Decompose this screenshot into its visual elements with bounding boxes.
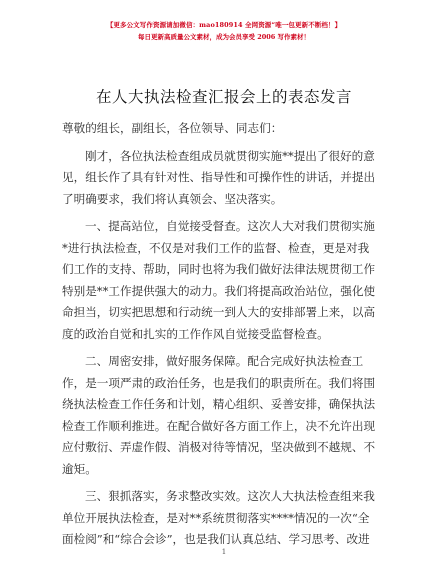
text-line: *进行执法检查，不仅是对我们工作的监督、检查，更是对我 (62, 240, 370, 255)
promo-banner (0, 20, 448, 41)
text-line: 面检阅”和“综合会诊”，也是我们认真总结、学习思考、改进 (62, 532, 370, 546)
text-line: 一、提高站位，自觉接受督查。这次人大对我们贯彻实施 (85, 219, 375, 233)
text-line: 命担当，切实把思想和行动统一到人大的安排部署上来，以高 (62, 305, 376, 319)
text-line: 二、周密安排，做好服务保障。配合完成好执法检查工 (85, 354, 364, 368)
text-line: 刚才，各位执法检查组成员就贯彻实施**提出了很好的意 (85, 148, 375, 163)
text-line: 见，组长作了具有针对性、指导性和可操作性的讲话，并提出 (62, 170, 376, 184)
paragraph-3 (62, 351, 394, 480)
text-line: 检查工作顺利推进。在配合做好各方面工作上，决不允许出现 (62, 418, 376, 433)
text-line: 作，是一项严肃的政治任务，也是我们的职责所在。我们将围 (62, 375, 376, 390)
text-line: 尊敬的组长，副组长，各位领导、同志们： (62, 121, 283, 135)
text-line: 应付敷衍、弄虚作假、消极对待等情况，坚决做到不越规、不 (62, 440, 376, 454)
document-body (62, 118, 394, 557)
document-title: 在人大执法检查汇报会上的表态发言 (95, 88, 352, 106)
text-line: 度的政治自觉和扎实的工作作风自觉接受监督检查。 (62, 326, 329, 341)
promo-banner-line-2: 每日更新高质量公文素材，成为会员享受 2006 写作素材！ (137, 33, 311, 41)
paragraph-2 (62, 216, 394, 345)
text-line: 逾矩。 (62, 461, 97, 476)
text-line: 了明确要求，我们将认真领会、坚决落实。 (62, 191, 283, 206)
text-line: 绕执法检查工作任务和计划，精心组织、妥善安排，确保执法 (62, 397, 376, 411)
text-line: 单位开展执法检查，是对**系统贯彻落实****情况的一次“全 (62, 510, 370, 525)
text-line: 们工作的支持、帮助，同时也将为我们做好法律法规贯彻工作 (62, 262, 376, 276)
promo-banner-line-1: 【更多公文写作资源请加微信：mao180914 全网资源“唯一包更新不断档！】 (106, 21, 342, 29)
salutation (62, 118, 394, 140)
paragraph-4 (62, 486, 394, 551)
text-line: 三、狠抓落实，务求整改实效。这次人大执法检查组来我 (85, 489, 375, 503)
text-line: 特别是**工作提供强大的动力。我们将提高政治站位，强化使 (62, 283, 376, 298)
page-number: 1 (221, 548, 227, 556)
paragraph-1 (62, 146, 394, 211)
